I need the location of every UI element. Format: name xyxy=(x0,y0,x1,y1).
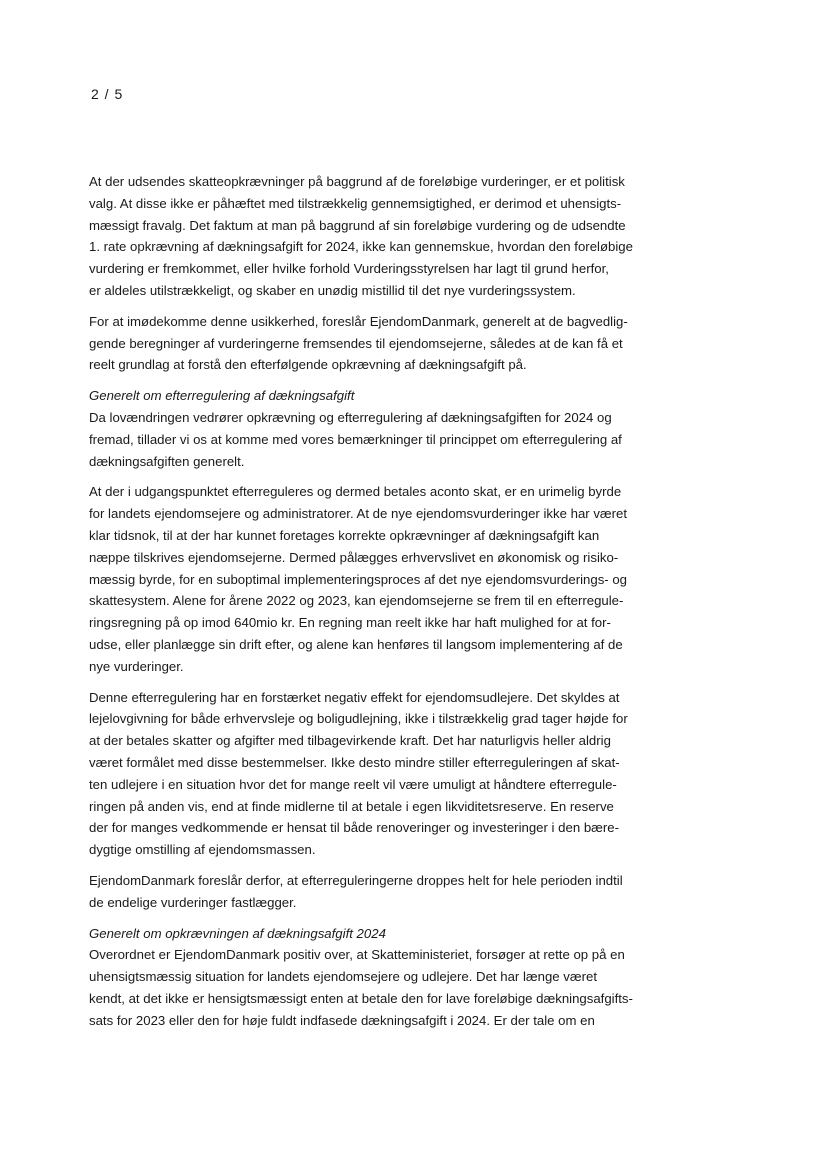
text-line: næppe tilskrives ejendomsejerne. Dermed pålægges erhvervslivet en økonomisk og risiko- xyxy=(89,549,619,565)
paragraph xyxy=(89,171,761,302)
text-line: sats for 2023 eller den for høje fuldt indfasede dækningsafgift i 2024. Er der tale om en xyxy=(89,1012,595,1028)
text-line: valg. At disse ikke er påhæftet med tilstrækkelig gennemsigtighed, er derimod et uhensigts- xyxy=(89,195,622,211)
text-line: nye vurderinger. xyxy=(89,658,184,674)
text-line: For at imødekomme denne usikkerhed, foreslår EjendomDanmark, generelt at de bagvedlig- xyxy=(89,313,628,329)
paragraph xyxy=(89,687,761,861)
text-line: været formålet med disse bestemmelser. Ikke desto mindre stiller efterreguleringen af skat- xyxy=(89,754,620,770)
text-line: ringsregning på op imod 640mio kr. En regning man reelt ikke har haft mulighed for at for- xyxy=(89,615,611,631)
text-line: uhensigtsmæssig situation for landets ejendomsejere og udlejere. Det har længe været xyxy=(89,969,597,985)
paragraph xyxy=(89,481,761,677)
text-line: de endelige vurderinger fastlægger. xyxy=(89,894,297,910)
text-line: skattesystem. Alene for årene 2022 og 2023, kan ejendomsejerne se frem til en efterregule- xyxy=(89,593,624,609)
text-line: 1. rate opkrævning af dækningsafgift for 2024, ikke kan gennemskue, hvordan den foreløbige xyxy=(89,239,633,255)
text-line: udse, eller planlægge sin drift efter, og alene kan henføres til langsom implementering af de xyxy=(89,636,623,652)
text-line: mæssig byrde, for en suboptimal implementeringsproces af det nye ejendomsvurderings- og xyxy=(89,571,628,587)
text-line: klar tidsnok, til at der har kunnet foretages korrekte opkrævninger af dækningsafgift kan xyxy=(89,527,600,543)
text-line: kendt, at det ikke er hensigtsmæssigt enten at betale den for lave foreløbige dækningsafgifts- xyxy=(89,990,633,1006)
text-line: fremad, tillader vi os at komme med vores bemærkninger til princippet om efterregulering af xyxy=(89,431,622,447)
text-line: At der udsendes skatteopkrævninger på baggrund af de foreløbige vurderinger, er et politisk xyxy=(89,174,625,189)
text-line: Overordnet er EjendomDanmark positiv over, at Skatteministeriet, forsøger at rette op på en xyxy=(89,947,625,963)
text-line: mæssigt fravalg. Det faktum at man på baggrund af sin foreløbige vurdering og de udsendte xyxy=(89,217,626,233)
text-line: EjendomDanmark foreslår derfor, at efterreguleringerne droppes helt for hele perioden indtil xyxy=(89,872,623,888)
paragraph xyxy=(89,923,761,1032)
text-line: for landets ejendomsejere og administratorer. At de nye ejendomsvurderinger ikke har været xyxy=(89,506,628,522)
text-line: dygtige omstilling af ejendomsmassen. xyxy=(89,842,316,858)
paragraph xyxy=(89,870,761,914)
paragraph xyxy=(89,311,761,376)
text-line: Da lovændringen vedrører opkrævning og efterregulering af dækningsafgiften for 2024 og xyxy=(89,409,612,425)
text-line: At der i udgangspunktet efterreguleres og dermed betales aconto skat, er en urimelig byrde xyxy=(89,484,622,500)
text-line: vurdering er fremkommet, eller hvilke forhold Vurderingsstyrelsen har lagt til grund herfor, xyxy=(89,261,609,277)
text-line: Denne efterregulering har en forstærket negativ effekt for ejendomsudlejere. Det skyldes at xyxy=(89,689,620,705)
paragraph xyxy=(89,385,761,472)
text-line: ten udlejere i en situation hvor det for mange reelt vil være umuligt at håndtere efterregule- xyxy=(89,776,617,792)
section-heading: Generelt om efterregulering af dækningsafgift xyxy=(89,388,355,404)
text-line: der for manges vedkommende er hensat til både renoveringer og investeringer i den bære- xyxy=(89,820,619,836)
text-line: lejelovgivning for både erhvervsleje og boligudlejning, ikke i tilstrækkelig grad tager højde for xyxy=(89,711,628,727)
text-line: dækningsafgiften generelt. xyxy=(89,453,245,469)
text-line: ringen på anden vis, end at finde midlerne til at betale i egen likviditetsreserve. En reserve xyxy=(89,798,614,814)
text-line: gende beregninger af vurderingerne fremsendes til ejendomsejerne, således at de kan få et xyxy=(89,335,623,351)
section-heading: Generelt om opkrævningen af dækningsafgift 2024 xyxy=(89,925,386,941)
text-line: at der betales skatter og afgifter med tilbagevirkende kraft. Det har naturligvis heller aldrig xyxy=(89,733,611,749)
page-number: 2 / 5 xyxy=(91,86,124,102)
text-line: reelt grundlag at forstå den efterfølgende opkrævning af dækningsafgift på. xyxy=(89,357,527,373)
document-body xyxy=(89,171,761,1031)
text-line: er aldeles utilstrækkeligt, og skaber en unødig mistillid til det nye vurderingssystem. xyxy=(89,282,576,298)
